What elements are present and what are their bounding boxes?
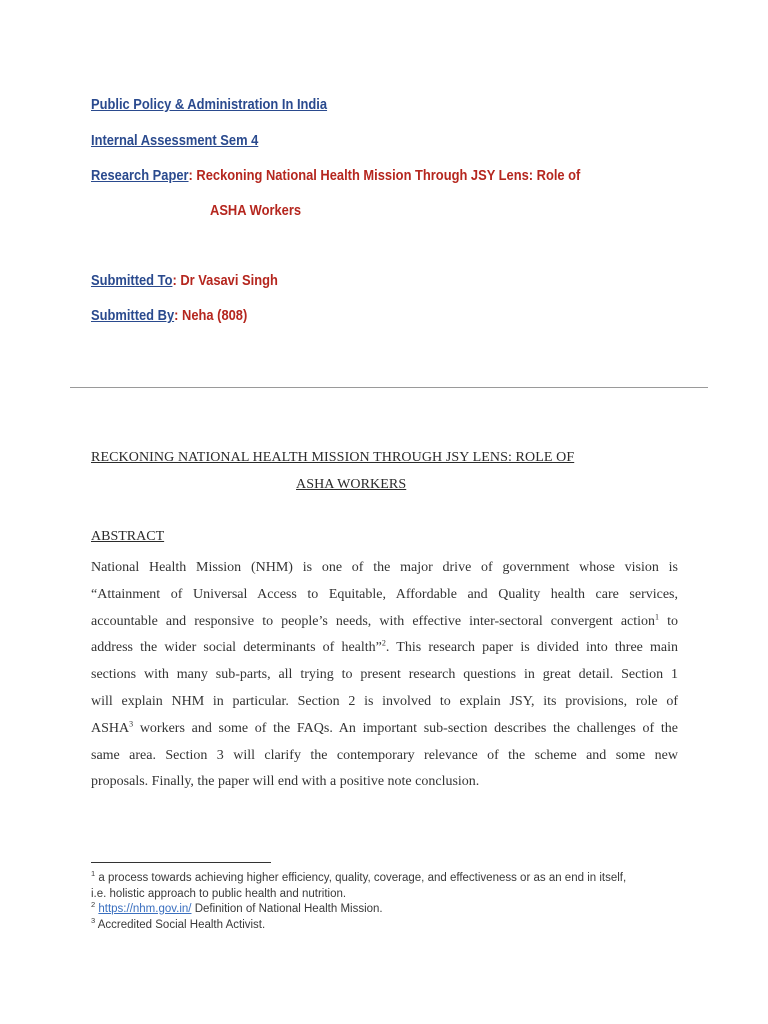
footnote-divider xyxy=(91,862,271,863)
abstract-line-tail: workers and some of the FAQs. An important sub-section describes the challenges of the xyxy=(133,720,678,736)
abstract-line xyxy=(91,716,678,743)
research-paper-line xyxy=(91,166,580,186)
abstract-line: “Attainment of Universal Access to Equitable, Affordable and Quality health care services, xyxy=(91,586,678,602)
paper-title-line-2: ASHA WORKERS xyxy=(296,477,407,492)
research-paper-label: Research Paper xyxy=(91,167,189,184)
footnote-1 xyxy=(91,871,691,887)
abstract-line-tail: . This research paper is divided into three main xyxy=(385,640,679,656)
research-paper-title-1: Reckoning National Health Mission Through JSY Lens: Role of xyxy=(196,167,581,184)
submitted-to-value: Dr Vasavi Singh xyxy=(180,272,278,289)
footnotes xyxy=(91,871,691,933)
footnote-1-mark: 1 xyxy=(91,869,96,879)
abstract-line-text: address the wider social determinants of health” xyxy=(91,640,382,656)
course-title xyxy=(91,95,327,115)
submitted-to-colon: : xyxy=(172,272,177,289)
research-paper-line-2 xyxy=(210,201,301,221)
abstract-line xyxy=(91,609,678,636)
assessment-title xyxy=(91,131,258,151)
abstract-line: same area. Section 3 will clarify the contemporary relevance of the scheme and some new xyxy=(91,747,678,763)
abstract-line-text: accountable and responsive to people’s needs, with effective inter-sectoral convergent action xyxy=(91,613,656,629)
submitted-by-value: Neha (808) xyxy=(182,307,248,324)
section-divider xyxy=(70,387,708,388)
footnote-3-mark: 3 xyxy=(91,915,96,925)
abstract-heading: ABSTRACT xyxy=(91,529,165,544)
footnote-2-text: Definition of National Health Mission. xyxy=(191,903,383,915)
footnote-2-mark: 2 xyxy=(91,900,96,910)
footnote-ref-3[interactable]: 3 xyxy=(129,719,134,729)
footnote-1-continued: i.e. holistic approach to public health and nutrition. xyxy=(91,887,347,900)
assessment-title-text: Internal Assessment Sem 4 xyxy=(91,132,259,149)
abstract-line-text: ASHA xyxy=(91,720,130,736)
submitted-to-label: Submitted To xyxy=(91,272,173,289)
research-paper-colon: : xyxy=(188,167,193,184)
submitted-by-label: Submitted By xyxy=(91,307,175,324)
footnote-2 xyxy=(91,902,691,918)
submitted-by-colon: : xyxy=(174,307,179,324)
footnote-3 xyxy=(91,915,691,934)
abstract-body xyxy=(91,555,678,796)
abstract-line: will explain NHM in particular. Section 2 is involved to explain JSY, its provisions, role of xyxy=(91,693,678,709)
footnote-ref-1[interactable]: 1 xyxy=(655,611,660,621)
abstract-line xyxy=(91,635,678,662)
abstract-line: sections with many sub-parts, all trying to present research questions in great detail. Section 1 xyxy=(91,667,678,683)
abstract-line: National Health Mission (NHM) is one of the major drive of government whose vision is xyxy=(91,560,678,575)
abstract-line-tail: to xyxy=(659,613,679,629)
submitted-by-line xyxy=(91,306,247,326)
paper-title-line-1: RECKONING NATIONAL HEALTH MISSION THROUGH JSY LENS: ROLE OF xyxy=(91,450,575,465)
submitted-to-line xyxy=(91,271,278,291)
course-title-text: Public Policy & Administration In India xyxy=(91,96,328,113)
footnote-3-text: Accredited Social Health Activist. xyxy=(95,918,266,931)
footnote-ref-2[interactable]: 2 xyxy=(381,638,386,648)
nhm-link[interactable]: https://nhm.gov.in/ xyxy=(98,903,192,915)
footnote-1-text: a process towards achieving higher efficiency, quality, coverage, and effectiveness or as an end in itself, xyxy=(95,872,627,884)
abstract-line: proposals. Finally, the paper will end with a positive note conclusion. xyxy=(91,774,480,790)
research-paper-title-2: ASHA Workers xyxy=(210,202,302,219)
